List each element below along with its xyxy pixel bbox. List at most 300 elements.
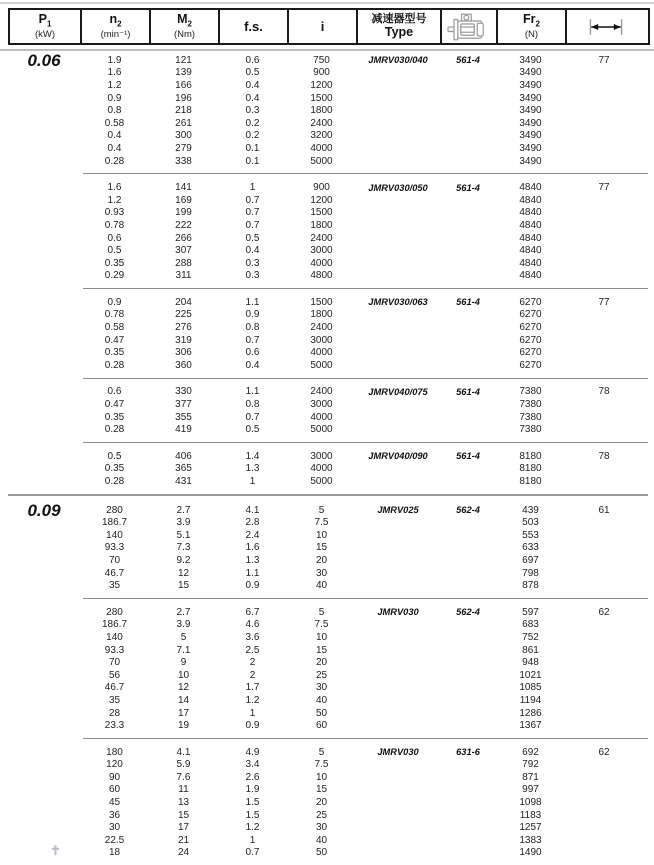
cell-fr2: 4840 [519, 182, 542, 194]
cell-n2: 1.2 [107, 194, 122, 206]
cell-fr2: 7380 [519, 411, 542, 423]
cell-n2: 0.5 [107, 450, 122, 462]
column-header-motor [442, 10, 498, 43]
table-row [8, 270, 648, 283]
cell-i: 2400 [310, 322, 333, 334]
cell-i: 4000 [310, 463, 333, 475]
cell-motor-pole: 561-4 [456, 297, 480, 308]
cell-i: 5 [318, 504, 325, 516]
cell-i: 1500 [310, 207, 333, 219]
table-row [8, 79, 648, 92]
table-row [8, 567, 648, 580]
cell-fs: 3.6 [245, 631, 260, 643]
cell-n2: 1.6 [107, 67, 122, 79]
cell-fr2: 4840 [519, 207, 542, 219]
table-row [8, 296, 648, 309]
cell-fr2: 1257 [519, 822, 542, 834]
cell-m2: 365 [175, 463, 192, 475]
cell-n2: 0.58 [104, 117, 125, 129]
cell-fs: 0.8 [245, 322, 260, 334]
table-row [8, 644, 648, 657]
cell-m2: 3.9 [176, 517, 191, 529]
gearbox-group [8, 296, 648, 372]
cell-fr2: 798 [522, 567, 539, 579]
cell-fs: 1 [249, 834, 256, 846]
cell-fs: 0.5 [245, 67, 260, 79]
cell-i: 4000 [310, 257, 333, 269]
cell-m2: 306 [175, 347, 192, 359]
cell-fs: 0.7 [245, 194, 260, 206]
cell-motor-pole: 561-4 [456, 182, 480, 193]
cell-i: 5000 [310, 424, 333, 436]
cell-n2: 0.9 [107, 92, 122, 104]
cell-m2: 5.1 [176, 529, 191, 541]
cell-fr2: 1098 [519, 797, 542, 809]
cell-fr2: 1021 [519, 669, 542, 681]
cell-fr2: 6270 [519, 309, 542, 321]
cell-type: JMRV030/063 [368, 297, 428, 308]
cell-fs: 1 [249, 707, 256, 719]
cell-n2: 140 [106, 529, 123, 541]
cell-i: 7.5 [314, 619, 329, 631]
cell-m2: 9.2 [176, 554, 191, 566]
cell-m2: 7.1 [176, 644, 191, 656]
table-row [8, 142, 648, 155]
cell-fs: 4.6 [245, 619, 260, 631]
cell-m2: 3.9 [176, 619, 191, 631]
cell-motor-pole: 562-4 [456, 505, 480, 516]
cell-i: 50 [315, 847, 328, 859]
cell-n2: 0.9 [107, 296, 122, 308]
cell-fs: 1.2 [245, 822, 260, 834]
cell-n2: 45 [108, 797, 121, 809]
cell-m2: 377 [175, 399, 192, 411]
cell-fr2: 997 [522, 784, 539, 796]
cell-dim: 77 [598, 182, 610, 194]
cell-fs: 0.9 [245, 580, 260, 592]
cell-motor-pole: 561-4 [456, 55, 480, 66]
cell-n2: 46.7 [104, 682, 125, 694]
cell-i: 5000 [310, 476, 333, 488]
cell-fs: 1 [249, 476, 256, 488]
table-row [8, 219, 648, 232]
cell-i: 20 [315, 554, 328, 566]
cell-m2: 7.3 [176, 542, 191, 554]
cell-dim: 77 [598, 54, 610, 66]
cell-n2: 1.2 [107, 79, 122, 91]
cell-fr2: 1183 [519, 809, 542, 821]
cell-i: 40 [315, 580, 328, 592]
cell-n2: 0.35 [104, 411, 125, 423]
cell-fr2: 3490 [519, 67, 542, 79]
cell-n2: 60 [108, 784, 121, 796]
group-separator-line [83, 378, 648, 379]
cell-fr2: 4840 [519, 232, 542, 244]
column-header-p1 [10, 10, 82, 43]
cell-i: 3000 [310, 245, 333, 257]
cell-fs: 0.7 [245, 219, 260, 231]
cell-i: 15 [315, 644, 328, 656]
power-section [8, 500, 648, 859]
cell-i: 1800 [310, 219, 333, 231]
cell-fr2: 792 [522, 759, 539, 771]
cell-n2: 0.93 [104, 207, 125, 219]
cell-fs: 2 [249, 669, 256, 681]
cell-i: 7.5 [314, 517, 329, 529]
cell-motor-pole: 561-4 [456, 386, 480, 397]
cell-i: 900 [313, 182, 330, 194]
cell-i: 750 [313, 54, 330, 66]
table-row [8, 309, 648, 322]
column-header-dimension [567, 10, 645, 43]
dimension-arrow-icon [580, 16, 632, 38]
cell-i: 5 [318, 746, 325, 758]
cell-fs: 0.2 [245, 130, 260, 142]
cell-fr2: 6270 [519, 334, 542, 346]
cell-m2: 11 [178, 784, 189, 796]
table-row [8, 386, 648, 399]
cell-fs: 0.9 [245, 720, 260, 732]
cell-fs: 1.1 [245, 386, 260, 398]
cell-m2: 17 [177, 707, 190, 719]
cell-i: 1800 [310, 309, 333, 321]
m2-unit: (Nm) [173, 28, 196, 40]
cell-i: 2400 [310, 386, 333, 398]
cell-n2: 56 [108, 669, 121, 681]
cell-fr2: 861 [522, 644, 539, 656]
cell-n2: 30 [108, 822, 121, 834]
column-header-fr2 [498, 10, 567, 43]
cell-n2: 93.3 [104, 542, 125, 554]
cell-m2: 12 [177, 682, 190, 694]
cell-fr2: 7380 [519, 424, 542, 436]
n2-symbol: $n_2$ [109, 12, 122, 29]
cell-m2: 319 [175, 334, 192, 346]
table-row [8, 656, 648, 669]
group-separator [8, 372, 648, 386]
cell-n2: 46.7 [104, 567, 125, 579]
table-row [8, 619, 648, 632]
table-row [8, 784, 648, 797]
cell-m2: 225 [175, 309, 192, 321]
cell-n2: 0.35 [104, 463, 125, 475]
cell-m2: 360 [175, 359, 192, 371]
cell-m2: 166 [175, 79, 192, 91]
cell-type: JMRV030 [377, 747, 419, 758]
cell-fs: 1.5 [245, 809, 260, 821]
cell-dim: 78 [598, 386, 610, 398]
cell-fr2: 4840 [519, 219, 542, 231]
column-header-type [358, 10, 442, 43]
cell-fs: 0.2 [245, 117, 260, 129]
cell-m2: 141 [175, 182, 192, 194]
cell-fr2: 697 [522, 554, 539, 566]
cell-i: 3000 [310, 399, 333, 411]
table-row [8, 463, 648, 476]
cell-fs: 1 [249, 182, 256, 194]
cell-m2: 139 [175, 67, 192, 79]
table-row [8, 475, 648, 488]
cell-n2: 1.6 [107, 182, 122, 194]
gearbox-group [8, 181, 648, 282]
table-row [8, 694, 648, 707]
cell-fr2: 4840 [519, 257, 542, 269]
table-row [8, 423, 648, 436]
cell-dim: 77 [598, 296, 610, 308]
cell-m2: 311 [175, 270, 192, 282]
table-row [8, 682, 648, 695]
type-label-en: Type [384, 24, 414, 39]
cell-m2: 355 [175, 411, 192, 423]
cell-i: 4000 [310, 411, 333, 423]
cell-m2: 121 [175, 54, 192, 66]
cell-dim: 62 [598, 606, 610, 618]
cell-i: 3000 [310, 334, 333, 346]
cell-n2: 1.9 [107, 54, 122, 66]
cell-fr2: 1383 [519, 834, 542, 846]
cell-type: JMRV030 [377, 607, 419, 618]
group-separator [8, 167, 648, 181]
cell-n2: 70 [108, 554, 121, 566]
power-section [8, 51, 648, 488]
cell-fr2: 3490 [519, 54, 542, 66]
cell-m2: 13 [177, 797, 190, 809]
cell-fr2: 553 [522, 529, 539, 541]
table-row [8, 194, 648, 207]
cell-i: 20 [315, 657, 328, 669]
cell-fr2: 1194 [519, 694, 542, 706]
cell-n2: 0.8 [107, 105, 122, 117]
cell-i: 1500 [310, 296, 333, 308]
cell-fs: 0.7 [245, 207, 260, 219]
cell-fr2: 4840 [519, 194, 542, 206]
cell-n2: 280 [106, 606, 123, 618]
cell-m2: 2.7 [176, 504, 191, 516]
table-row [8, 117, 648, 130]
table-row [8, 346, 648, 359]
cell-n2: 0.28 [104, 155, 125, 167]
cell-motor-pole: 562-4 [456, 607, 480, 618]
cell-m2: 17 [177, 822, 190, 834]
cell-type: JMRV030/050 [368, 182, 428, 193]
table-row [8, 834, 648, 847]
cell-n2: 0.28 [104, 424, 125, 436]
table-header-row [8, 8, 650, 45]
cell-i: 3200 [310, 130, 333, 142]
cell-i: 40 [315, 834, 328, 846]
cell-i: 25 [315, 669, 328, 681]
cell-n2: 280 [106, 504, 123, 516]
cell-m2: 7.6 [176, 771, 191, 783]
table-row [8, 334, 648, 347]
table-row [8, 847, 648, 860]
column-header-m2 [151, 10, 220, 43]
cell-fs: 2.8 [245, 517, 260, 529]
cell-fs: 3.4 [245, 759, 260, 771]
cell-m2: 266 [175, 232, 192, 244]
gearbox-group [8, 450, 648, 488]
table-row [8, 809, 648, 822]
cell-n2: 90 [108, 771, 121, 783]
table-row [8, 155, 648, 168]
cell-fs: 1.3 [245, 554, 260, 566]
cell-i: 20 [315, 797, 328, 809]
section-separator [8, 488, 648, 504]
cell-fs: 0.3 [245, 105, 260, 117]
table-row [8, 771, 648, 784]
cell-fr2: 752 [522, 631, 539, 643]
cell-fs: 0.9 [245, 309, 260, 321]
cell-fs: 1.7 [245, 682, 260, 694]
cell-n2: 35 [108, 694, 121, 706]
header-bottom-divider [0, 49, 654, 51]
table-row [8, 411, 648, 424]
cell-i: 15 [315, 542, 328, 554]
cell-fs: 0.1 [245, 142, 260, 154]
cell-i: 30 [315, 822, 328, 834]
cell-fs: 6.7 [245, 606, 260, 618]
cell-fs: 0.7 [245, 411, 260, 423]
cell-m2: 300 [175, 130, 192, 142]
cell-fr2: 503 [522, 517, 539, 529]
cell-fr2: 4840 [519, 270, 542, 282]
type-label-cn: 减速器型号 [371, 13, 427, 26]
cell-fr2: 3490 [519, 79, 542, 91]
cell-m2: 12 [177, 567, 190, 579]
cell-m2: 15 [177, 809, 190, 821]
cell-m2: 10 [177, 669, 190, 681]
cell-fs: 0.5 [245, 424, 260, 436]
table-body [8, 51, 648, 859]
cell-fr2: 871 [522, 771, 539, 783]
cell-m2: 15 [177, 580, 190, 592]
cell-fr2: 878 [522, 580, 539, 592]
cell-n2: 0.28 [104, 476, 125, 488]
cell-m2: 196 [175, 92, 192, 104]
table-row [8, 516, 648, 529]
cell-n2: 0.35 [104, 347, 125, 359]
cell-dim: 78 [598, 450, 610, 462]
table-row [8, 669, 648, 682]
table-row [8, 759, 648, 772]
i-label: i [320, 18, 325, 34]
cell-fr2: 633 [522, 542, 539, 554]
cell-fr2: 4840 [519, 245, 542, 257]
cell-m2: 204 [175, 296, 192, 308]
cell-m2: 276 [175, 322, 192, 334]
cell-fs: 0.1 [245, 155, 260, 167]
cell-i: 60 [315, 720, 328, 732]
cell-motor-pole: 631-6 [456, 747, 480, 758]
cell-fr2: 8180 [519, 476, 542, 488]
cell-m2: 307 [175, 245, 192, 257]
group-separator [8, 732, 648, 746]
table-row [8, 631, 648, 644]
cell-fr2: 692 [522, 746, 539, 758]
cell-fs: 0.6 [245, 347, 260, 359]
cell-i: 7.5 [314, 759, 329, 771]
cell-m2: 330 [175, 386, 192, 398]
gearbox-group [8, 386, 648, 436]
cell-fs: 4.9 [245, 746, 260, 758]
gearbox-group [8, 504, 648, 592]
cell-n2: 186.7 [101, 619, 128, 631]
table-row [8, 504, 648, 517]
n2-unit: (min⁻¹) [100, 28, 131, 40]
cell-fs: 1.5 [245, 797, 260, 809]
cell-i: 40 [315, 694, 328, 706]
cell-fr2: 1286 [519, 707, 542, 719]
cell-m2: 338 [175, 155, 192, 167]
cell-n2: 0.47 [104, 399, 125, 411]
cell-fr2: 1085 [519, 682, 542, 694]
cell-n2: 23.3 [104, 720, 125, 732]
cell-n2: 186.7 [101, 517, 128, 529]
table-row [8, 321, 648, 334]
cell-n2: 22.5 [104, 834, 125, 846]
column-header-fs [220, 10, 289, 43]
cell-n2: 180 [106, 746, 123, 758]
gearbox-group [8, 606, 648, 732]
cell-i: 3000 [310, 450, 333, 462]
cell-n2: 18 [108, 847, 121, 859]
cell-fs: 1.3 [245, 463, 260, 475]
cell-fr2: 3490 [519, 142, 542, 154]
table-row [8, 796, 648, 809]
cell-fs: 0.4 [245, 245, 260, 257]
group-separator-line [83, 598, 648, 599]
cell-n2: 36 [108, 809, 121, 821]
table-row [8, 554, 648, 567]
cell-m2: 288 [175, 257, 192, 269]
cell-fs: 0.5 [245, 232, 260, 244]
cell-type: JMRV040/075 [368, 386, 428, 397]
group-separator [8, 436, 648, 450]
group-separator [8, 592, 648, 606]
cell-fr2: 6270 [519, 296, 542, 308]
cell-i: 30 [315, 567, 328, 579]
cell-m2: 5.9 [176, 759, 191, 771]
cell-fs: 0.6 [245, 54, 260, 66]
cell-fs: 0.7 [245, 334, 260, 346]
cell-fs: 0.7 [245, 847, 260, 859]
cell-n2: 28 [108, 707, 121, 719]
cell-fs: 1.4 [245, 450, 260, 462]
p1-symbol: $P_1$ [38, 12, 52, 29]
table-row [8, 232, 648, 245]
table-row [8, 579, 648, 592]
cell-n2: 93.3 [104, 644, 125, 656]
cell-n2: 0.28 [104, 359, 125, 371]
cell-i: 10 [315, 771, 328, 783]
table-row [8, 181, 648, 194]
cell-n2: 0.47 [104, 334, 125, 346]
group-separator-line [83, 738, 648, 739]
cell-m2: 4.1 [176, 746, 191, 758]
cell-dim: 62 [598, 746, 610, 758]
cell-m2: 218 [175, 105, 192, 117]
cell-fr2: 439 [522, 504, 539, 516]
gearbox-group [8, 746, 648, 859]
cell-i: 50 [315, 707, 328, 719]
cell-i: 1200 [310, 194, 333, 206]
cell-m2: 222 [175, 219, 192, 231]
cell-type: JMRV040/090 [368, 451, 428, 462]
cell-n2: 0.6 [107, 232, 122, 244]
table-row [8, 67, 648, 80]
cell-fs: 2.6 [245, 771, 260, 783]
group-separator [8, 282, 648, 296]
